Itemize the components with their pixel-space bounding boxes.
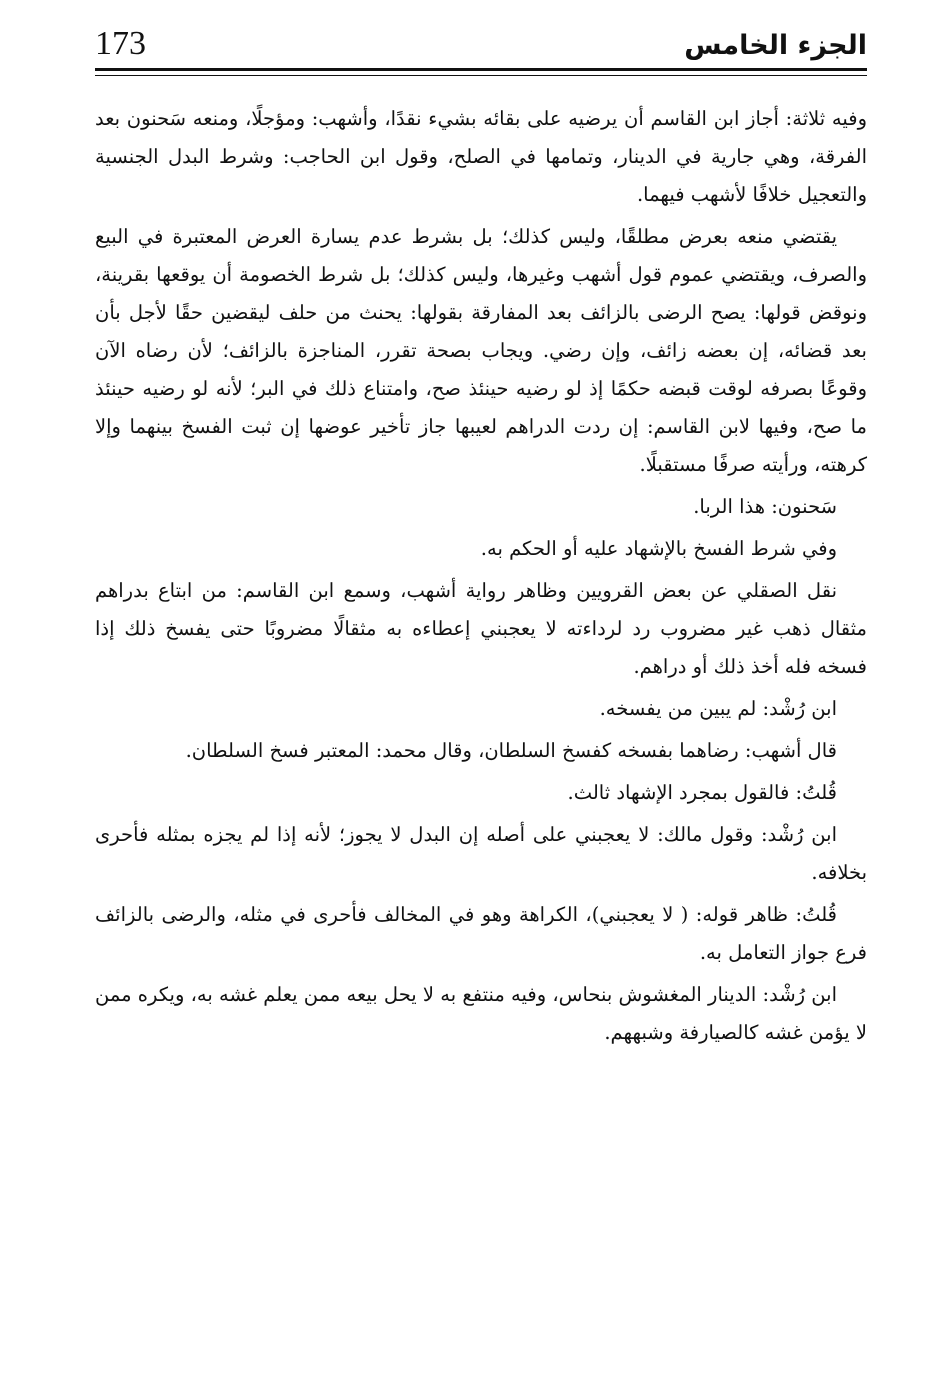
paragraph: وفي شرط الفسخ بالإشهاد عليه أو الحكم به. [480, 537, 837, 560]
header-rule-thin [95, 75, 867, 76]
paragraph: ابن رُشْد: لم يبين من يفسخه. [599, 697, 837, 720]
paragraph: يقتضي منعه بعرض مطلقًا، وليس كذلك؛ بل بشرط عدم يسارة العرض المعتبرة في البيع والصرف، ويقتضي عموم قول أشهب وغيرها، وليس كذلك؛ بل شرط الخصومة أن يوقعها بقرينة، ونوقض قولها: يصح الرضى بالزائف بعد المفارقة بقولها: يحنث من حلف ليقضين حقًا لأجل بأن بعد قضائه، إن بعضه زائف، وإن رضي. ويجاب بصحة تقرر، المناجزة بالزائف؛ لأن رضاه الآن وقوعًا بصرفه لوقت قبضه حكمًا إذ لو رضيه حينئذ صح، وامتناع ذلك في البر؛ لأنه لو رضيه حينئذ ما صح، وفيها لابن القاسم: إن ردت الدراهم لعيبها جاز تأخير عوضها إن ثبت الفسخ بينهما وإلا كرهته، ورأيته صرفًا مستقبلًا. [95, 225, 867, 476]
header-rule-thick [95, 68, 867, 71]
paragraph: سَحنون: هذا الربا. [693, 495, 837, 518]
paragraph: قُلتُ: ظاهر قوله: ( لا يعجبني)، الكراهة وهو في المخالف فأحرى في مثله، والرضى بالزائف فرع جواز التعامل به. [95, 903, 867, 964]
paragraph: ابن رُشْد: وقول مالك: لا يعجبني على أصله إن البدل لا يجوز؛ لأنه إذا لم يجزه بمثله فأحرى بخلافه. [95, 823, 867, 884]
page-header [95, 22, 867, 66]
body-text [95, 100, 867, 1056]
paragraph: قال أشهب: رضاهما بفسخه كفسخ السلطان، وقال محمد: المعتبر فسخ السلطان. [185, 739, 837, 762]
running-title: الجزء الخامس [684, 30, 867, 61]
document-page [95, 22, 867, 1382]
paragraph: قُلتُ: فالقول بمجرد الإشهاد ثالث. [567, 781, 837, 804]
paragraph: ابن رُشْد: الدينار المغشوش بنحاس، وفيه منتفع به لا يحل بيعه ممن يعلم غشه به، ويكره ممن لا يؤمن غشه كالصيارفة وشبههم. [95, 983, 867, 1044]
paragraph: وفيه ثلاثة: أجاز ابن القاسم أن يرضيه على بقائه بشيء نقدًا، وأشهب: ومؤجلًا، ومنعه سَحنون بعد الفرقة، وهي جارية في الدينار، وتمامها في الصلح، وقول ابن الحاجب: وشرط البدل الجنسية والتعجيل خلافًا لأشهب فيهما. [95, 107, 867, 206]
paragraph: نقل الصقلي عن بعض القرويين وظاهر رواية أشهب، وسمع ابن القاسم: من ابتاع بدراهم مثقال ذهب غير مضروب رد لرداءته لا يعجبني إعطاءه به مثقالًا مضروبًا حتى يفسخ ذلك إذا فسخه فله أخذ ذلك أو دراهم. [95, 579, 867, 678]
page-number: 173 [95, 25, 146, 62]
